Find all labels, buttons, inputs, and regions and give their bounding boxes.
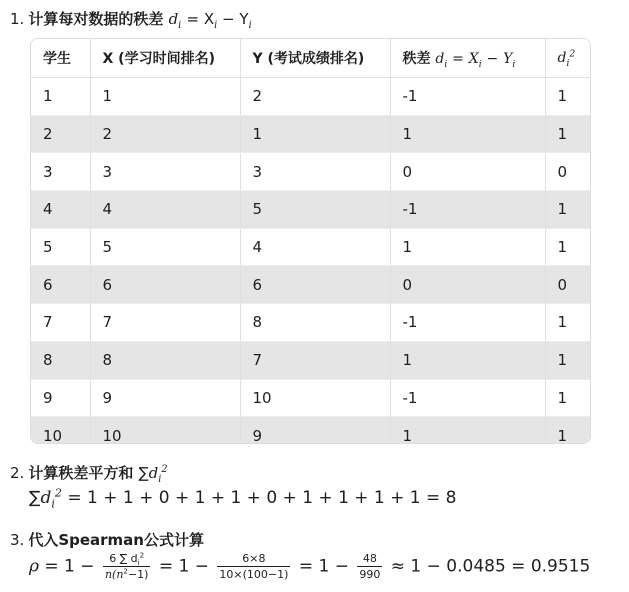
table-row bbox=[31, 153, 591, 191]
cell-x: 3 bbox=[90, 153, 240, 191]
cell-y: 9 bbox=[240, 417, 390, 444]
rank-table-grid bbox=[31, 39, 591, 444]
cell-y: 4 bbox=[240, 228, 390, 266]
cell-x: 9 bbox=[90, 379, 240, 417]
cell-d2: 1 bbox=[545, 78, 591, 116]
formula-minus-y: − Y bbox=[217, 10, 249, 28]
step-number: 3. bbox=[10, 531, 25, 549]
cell-student: 7 bbox=[31, 304, 90, 342]
table-row bbox=[31, 341, 591, 379]
table-row bbox=[31, 115, 591, 153]
fraction-substituted: $\frac{6\times 8}{10\times(100-1)}$ bbox=[219, 552, 289, 581]
cell-d2: 1 bbox=[545, 191, 591, 229]
table-header-row bbox=[31, 39, 591, 78]
rho-symbol: ρ bbox=[29, 556, 39, 577]
cell-x: 10 bbox=[90, 417, 240, 444]
cell-y: 1 bbox=[240, 115, 390, 153]
header-student: 学生 bbox=[31, 39, 90, 78]
fraction-simplified: $\frac{48}{990}$ bbox=[359, 552, 381, 581]
rank-table bbox=[30, 38, 591, 444]
cell-d: 1 bbox=[390, 228, 545, 266]
step-title: 代入Spearman公式计算 bbox=[28, 531, 204, 549]
cell-d: -1 bbox=[390, 78, 545, 116]
cell-student: 2 bbox=[31, 115, 90, 153]
cell-y: 5 bbox=[240, 191, 390, 229]
step-1-heading: 1. 计算每对数据的秩差 $d_i = X_i - Y_i$ bbox=[10, 10, 252, 31]
cell-x: 6 bbox=[90, 266, 240, 304]
cell-d2: 0 bbox=[545, 266, 591, 304]
cell-student: 1 bbox=[31, 78, 90, 116]
step-3-heading bbox=[10, 530, 204, 550]
header-d-squared: $d_i^2$ bbox=[545, 39, 591, 78]
cell-d: 0 bbox=[390, 153, 545, 191]
cell-x: 4 bbox=[90, 191, 240, 229]
cell-x: 7 bbox=[90, 304, 240, 342]
cell-d2: 1 bbox=[545, 341, 591, 379]
cell-student: 10 bbox=[31, 417, 90, 444]
cell-d: 1 bbox=[390, 417, 545, 444]
cell-d2: 1 bbox=[545, 304, 591, 342]
sum-rhs: = 1 + 1 + 0 + 1 + 1 + 0 + 1 + 1 + 1 + 1 = 8 bbox=[67, 488, 457, 508]
cell-student: 9 bbox=[31, 379, 90, 417]
step-title: 计算秩差平方和 bbox=[28, 464, 134, 482]
cell-d2: 0 bbox=[545, 153, 591, 191]
cell-x: 1 bbox=[90, 78, 240, 116]
step-title: 计算每对数据的秩差 bbox=[28, 10, 164, 28]
formula-d: $d_i$ bbox=[168, 10, 182, 31]
cell-d: -1 bbox=[390, 191, 545, 229]
table-row bbox=[31, 266, 591, 304]
header-y: Y (考试成绩排名) bbox=[240, 39, 390, 78]
cell-d: 1 bbox=[390, 115, 545, 153]
table-row bbox=[31, 304, 591, 342]
final-result: ≈ 1 − 0.0485 = 0.9515 bbox=[390, 556, 591, 577]
header-rank-diff: 秩差 $d_i = X_i - Y_i$ bbox=[390, 39, 545, 78]
step-2-heading: 2. 计算秩差平方和 $\sum d_i^2$ bbox=[10, 464, 168, 485]
formula-equals-x: = X bbox=[186, 10, 215, 28]
cell-d2: 1 bbox=[545, 115, 591, 153]
cell-student: 3 bbox=[31, 153, 90, 191]
fraction-general: $\frac{6 \sum d_i^2}{n(n^2-1)}$ bbox=[104, 550, 149, 581]
table-row bbox=[31, 228, 591, 266]
spearman-formula: ρ = 1 − $\frac{6 \sum d_i^2}{n(n^2-1)}$ = 1 − $\frac{6\times 8}{10\times(100-1)}$ = 1 − $\frac{48}{990}$ ≈ 1 − 0.0485 = 0.9515 bbox=[29, 550, 591, 581]
table-row bbox=[31, 191, 591, 229]
cell-y: 10 bbox=[240, 379, 390, 417]
cell-d: -1 bbox=[390, 379, 545, 417]
cell-student: 4 bbox=[31, 191, 90, 229]
cell-d: 0 bbox=[390, 266, 545, 304]
cell-y: 6 bbox=[240, 266, 390, 304]
cell-y: 8 bbox=[240, 304, 390, 342]
cell-d2: 1 bbox=[545, 417, 591, 444]
step-number: 2. bbox=[10, 464, 25, 482]
cell-student: 5 bbox=[31, 228, 90, 266]
cell-x: 2 bbox=[90, 115, 240, 153]
step-number: 1. bbox=[10, 10, 25, 28]
cell-y: 7 bbox=[240, 341, 390, 379]
table-row bbox=[31, 78, 591, 116]
cell-y: 3 bbox=[240, 153, 390, 191]
cell-y: 2 bbox=[240, 78, 390, 116]
sum-of-squares-formula: $\sum d_i^2 = 1 + 1 + 0 + 1 + 1 + 0 + 1 + 1 + 1 + 1 = 8$ bbox=[29, 486, 457, 511]
table-row bbox=[31, 417, 591, 444]
cell-d2: 1 bbox=[545, 379, 591, 417]
cell-student: 6 bbox=[31, 266, 90, 304]
table-row bbox=[31, 379, 591, 417]
cell-d2: 1 bbox=[545, 228, 591, 266]
cell-x: 5 bbox=[90, 228, 240, 266]
cell-x: 8 bbox=[90, 341, 240, 379]
header-x: X (学习时间排名) bbox=[90, 39, 240, 78]
cell-student: 8 bbox=[31, 341, 90, 379]
cell-d: 1 bbox=[390, 341, 545, 379]
cell-d: -1 bbox=[390, 304, 545, 342]
